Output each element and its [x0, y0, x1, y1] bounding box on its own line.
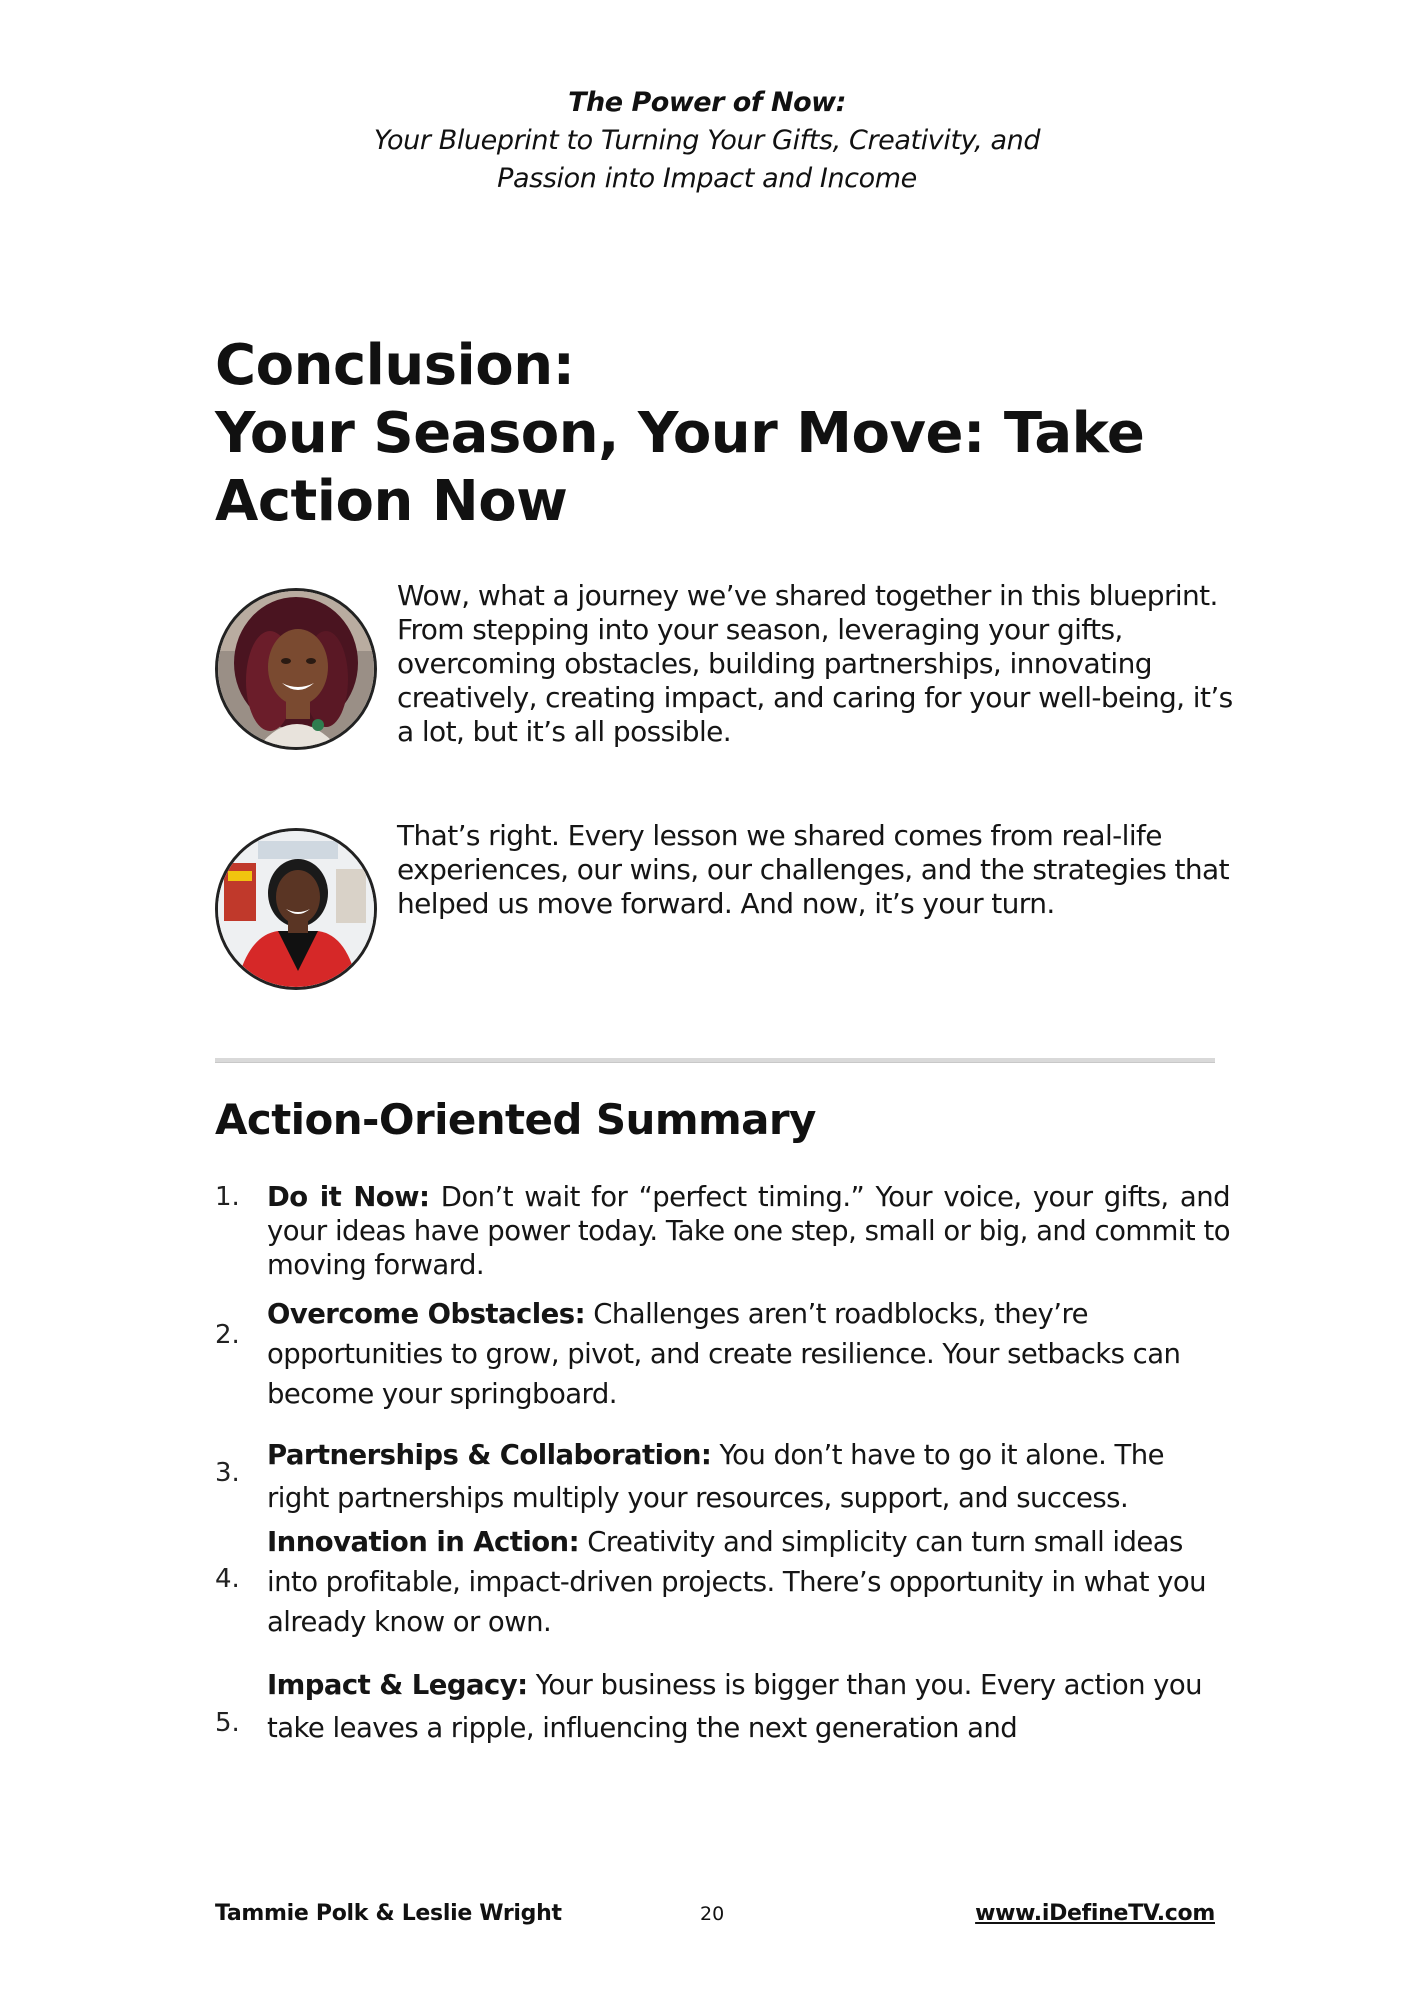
- book-subtitle-line-1: Your Blueprint to Turning Your Gifts, Creativity, and: [373, 125, 1041, 156]
- summary-item-body: [267, 1180, 1230, 1282]
- summary-item-title: Overcome Obstacles:: [267, 1298, 586, 1330]
- summary-item-text: Don’t wait for “perfect timing.” Your voice, your gifts, and your ideas have power today. Take one step, small or big, and commit to moving forward.: [267, 1181, 1230, 1281]
- summary-item-number: 4.: [215, 1564, 240, 1594]
- summary-item-number: 2.: [215, 1320, 240, 1350]
- summary-item-number: 5.: [215, 1708, 240, 1738]
- running-header: [0, 84, 1414, 198]
- summary-item-text: Your business is bigger than you. Every action you take leaves a ripple, influencing the next generation and: [267, 1669, 1203, 1744]
- page-footer: [0, 1901, 1414, 1937]
- speaker-2-text: That’s right. Every lesson we shared comes from real-life experiences, our wins, our challenges, and the strategies that helped us move forward. And now, it’s your turn.: [397, 819, 1229, 920]
- summary-item-number: 1.: [215, 1182, 240, 1212]
- speaker-1-text: Wow, what a journey we’ve shared together in this blueprint. From stepping into your season, leveraging your gifts, overcoming obstacles, building partnerships, innovating creatively, creating impact, and caring for your well-being, it’s a lot, but it’s all possible.: [397, 579, 1233, 748]
- chapter-title-line-2: Your Season, Your Move: Take: [215, 401, 1145, 466]
- speaker-1-avatar: [215, 588, 377, 750]
- summary-item-body: [267, 1294, 1230, 1414]
- summary-item-title: Impact & Legacy:: [267, 1669, 528, 1701]
- chapter-title: [215, 332, 1215, 536]
- summary-item-body: [267, 1664, 1230, 1750]
- summary-item-body: [267, 1522, 1230, 1642]
- book-title: The Power of Now:: [568, 87, 846, 118]
- chapter-title-line-3: Action Now: [215, 469, 568, 534]
- footer-authors: Tammie Polk & Leslie Wright: [215, 1901, 562, 1926]
- section-divider: [215, 1058, 1215, 1063]
- summary-item-number: 3.: [215, 1458, 240, 1488]
- woman-portrait-icon: [218, 591, 374, 747]
- summary-item-title: Do it Now:: [267, 1181, 430, 1213]
- summary-item-text: Creativity and simplicity can turn small ideas into profitable, impact-driven projects. There’s opportunity in what you already know or own.: [267, 1526, 1207, 1638]
- website-link[interactable]: www.iDefineTV.com: [975, 1901, 1215, 1926]
- book-subtitle-line-2: Passion into Impact and Income: [497, 163, 917, 194]
- woman-portrait-icon: [218, 831, 374, 987]
- summary-item-title: Innovation in Action:: [267, 1526, 580, 1558]
- page-number: 20: [700, 1903, 725, 1925]
- summary-item-body: [267, 1434, 1230, 1520]
- summary-item-title: Partnerships & Collaboration:: [267, 1439, 712, 1471]
- summary-item-text: You don’t have to go it alone. The right partnerships multiply your resources, support, and success.: [267, 1439, 1164, 1514]
- summary-heading: Action-Oriented Summary: [215, 1095, 816, 1144]
- chapter-title-line-1: Conclusion:: [215, 333, 575, 398]
- speaker-2-avatar: [215, 828, 377, 990]
- summary-item-text: Challenges aren’t roadblocks, they’re opportunities to grow, pivot, and create resilience. Your setbacks can become your springboard.: [267, 1298, 1181, 1410]
